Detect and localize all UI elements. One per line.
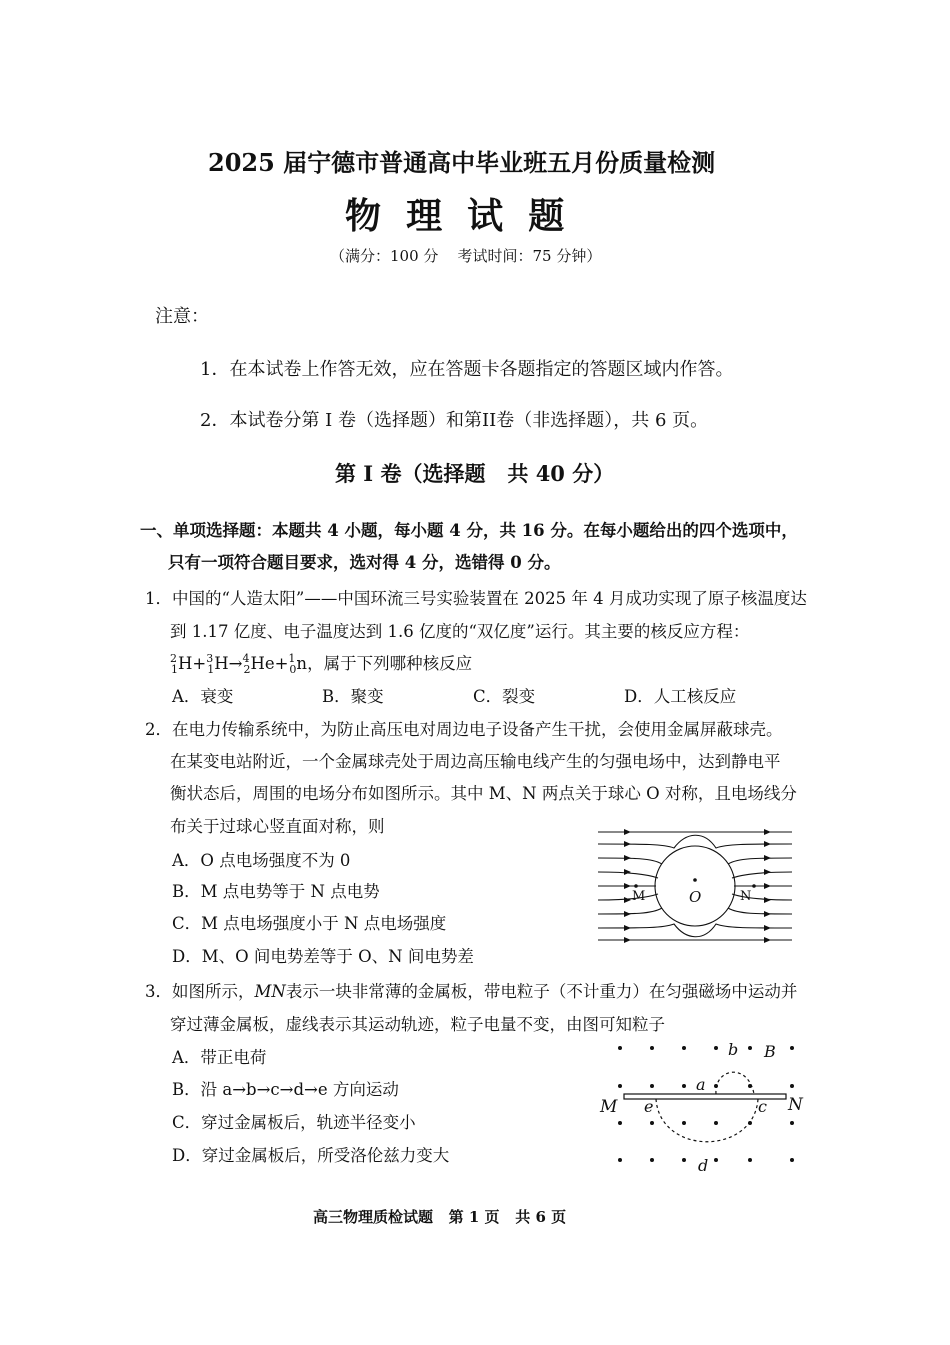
upper-trajectory bbox=[716, 1072, 754, 1094]
section-instructions: 只有一项符合题目要求，选对得 4 分，选错得 0 分。 bbox=[168, 553, 561, 572]
magnetic-field-figure bbox=[598, 1038, 808, 1178]
label-field-b: B bbox=[764, 1042, 776, 1061]
option-c[interactable]: C．穿过金属板后，轨迹半径变小 bbox=[172, 1113, 416, 1132]
label-n: N bbox=[788, 1095, 803, 1115]
option-b[interactable]: B．聚变 bbox=[322, 687, 384, 706]
label-b: b bbox=[728, 1040, 739, 1059]
option-d[interactable]: D．穿过金属板后，所受洛伦兹力变大 bbox=[172, 1146, 450, 1165]
point-n-label: N bbox=[740, 889, 752, 904]
subject-title: 物 理 试 题 bbox=[345, 195, 565, 237]
section-instructions: 一、单项选择题：本题共 4 小题，每小题 4 分，共 16 分。在每小题给出的四个选项中， bbox=[140, 521, 798, 540]
notice-item: 1．在本试卷上作答无效，应在答题卡各题指定的答题区域内作答。 bbox=[200, 359, 734, 380]
label-a: a bbox=[696, 1075, 706, 1094]
nuclear-equation: $^2_1$H+$^3_1$H→$^4_2$He+$^1_0$n，属于下列哪种核反应 bbox=[170, 652, 473, 676]
point-o-label: O bbox=[689, 888, 702, 906]
label-e: e bbox=[644, 1097, 654, 1116]
question-2-text: 衡状态后，周围的电场分布如图所示。其中 M、N 两点关于球心 O 对称，且电场线分 bbox=[170, 784, 797, 803]
page-footer: 高三物理质检试题 第 1 页 共 6 页 bbox=[313, 1208, 567, 1226]
option-c[interactable]: C．裂变 bbox=[473, 687, 536, 706]
exam-meta: （满分：100 分 考试时间：75 分钟） bbox=[330, 247, 602, 265]
option-a[interactable]: A．衰变 bbox=[172, 687, 234, 706]
notice-item: 2．本试卷分第 I 卷（选择题）和第II卷（非选择题），共 6 页。 bbox=[200, 410, 709, 431]
label-c: c bbox=[758, 1097, 767, 1116]
part-title: 第 I 卷（选择题 共 40 分） bbox=[335, 461, 615, 486]
lower-trajectory bbox=[656, 1099, 758, 1142]
option-d[interactable]: D．人工核反应 bbox=[624, 687, 737, 706]
question-2-text: 布关于过球心竖直面对称，则 bbox=[170, 817, 385, 836]
exam-title: 2025 届宁德市普通高中毕业班五月份质量检测 bbox=[208, 148, 716, 177]
label-d: d bbox=[698, 1156, 709, 1175]
option-b[interactable]: B．沿 a→b→c→d→e 方向运动 bbox=[172, 1080, 399, 1099]
question-1-text: 到 1.17 亿度、电子温度达到 1.6 亿度的“双亿度”运行。其主要的核反应方程： bbox=[170, 622, 750, 641]
electric-field-figure bbox=[594, 822, 796, 946]
question-3-text: 3．如图所示，MN表示一块非常薄的金属板，带电粒子（不计重力）在匀强磁场中运动并 bbox=[145, 982, 798, 1001]
notice-heading: 注意： bbox=[155, 306, 209, 327]
option-a[interactable]: A．O 点电场强度不为 0 bbox=[172, 851, 351, 870]
question-3-text: 穿过薄金属板，虚线表示其运动轨迹，粒子电量不变，由图可知粒子 bbox=[170, 1015, 665, 1034]
option-b[interactable]: B．M 点电势等于 N 点电势 bbox=[172, 882, 380, 901]
question-2-text: 在某变电站附近，一个金属球壳处于周边高压输电线产生的匀强电场中，达到静电平 bbox=[170, 752, 781, 771]
option-c[interactable]: C．M 点电场强度小于 N 点电场强度 bbox=[172, 914, 447, 933]
point-m-label: M bbox=[632, 889, 646, 904]
option-d[interactable]: D．M、O 间电势差等于 O、N 间电势差 bbox=[172, 947, 474, 966]
label-m: M bbox=[600, 1097, 618, 1117]
question-1-text: 1．中国的“人造太阳”——中国环流三号实验装置在 2025 年 4 月成功实现了原子核温度达 bbox=[145, 589, 807, 608]
question-2-text: 2．在电力传输系统中，为防止高压电对周边电子设备产生干扰，会使用金属屏蔽球壳。 bbox=[145, 720, 783, 739]
option-a[interactable]: A．带正电荷 bbox=[172, 1048, 267, 1067]
